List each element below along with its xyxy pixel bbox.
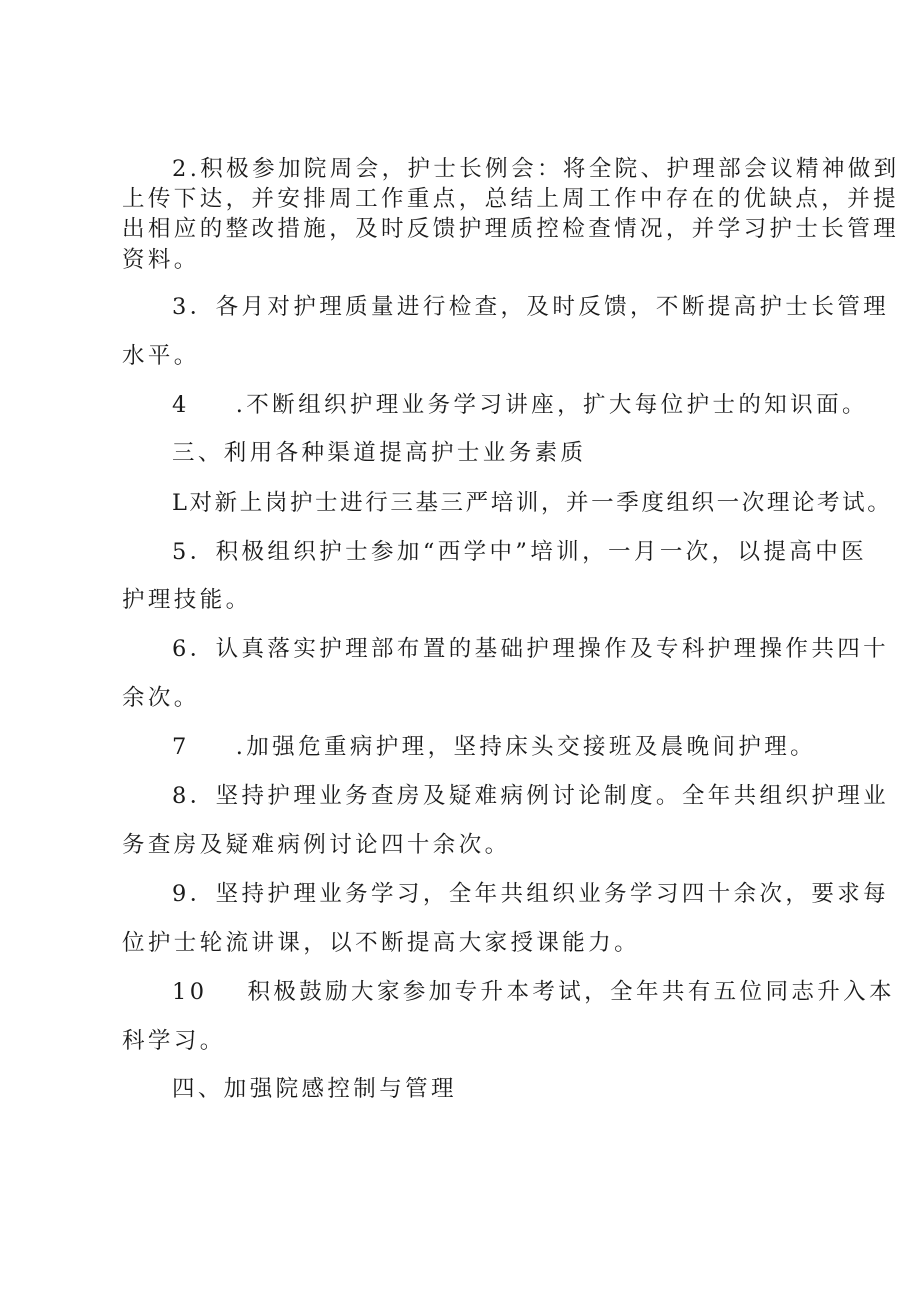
para-3-line-1: 3．各月对护理质量进行检查，及时反馈，不断提高护士长管理 <box>172 294 890 320</box>
para-4-text: .不断组织护理业务学习讲座，扩大每位护士的知识面。 <box>235 392 868 418</box>
para-10-number: 10 <box>172 979 208 1005</box>
para-2-line-1: 2.积极参加院周会，护士长例会：将全院、护理部会议精神做到 <box>172 156 900 182</box>
para-10-line-1 <box>172 977 895 1007</box>
para-7 <box>172 732 816 762</box>
para-6-line-2: 余次。 <box>122 685 200 711</box>
para-10-line-2: 科学习。 <box>122 1028 226 1054</box>
para-9-line-2: 位护士轮流讲课，以不断提高大家授课能力。 <box>122 930 641 956</box>
para-7-text: .加强危重病护理，坚持床头交接班及晨晚间护理。 <box>235 734 817 760</box>
para-4 <box>172 390 868 420</box>
para-5-line-1: 5．积极组织护士参加“西学中”培训，一月一次，以提高中医 <box>172 539 868 565</box>
section-heading-3: 三、利用各种渠道提高护士业务素质 <box>172 440 587 466</box>
para-8-line-1: 8．坚持护理业务查房及疑难病例讨论制度。全年共组织护理业 <box>172 783 890 809</box>
para-L: L对新上岗护士进行三基三严培训，并一季度组织一次理论考试。 <box>172 490 893 516</box>
para-9-line-1: 9．坚持护理业务学习，全年共组织业务学习四十余次，要求每 <box>172 881 890 907</box>
para-3-line-2: 水平。 <box>122 343 200 369</box>
para-7-number: 7 <box>172 734 190 760</box>
para-2-line-4: 资料。 <box>122 247 200 273</box>
para-6-line-1: 6．认真落实护理部布置的基础护理操作及专科护理操作共四十 <box>172 636 890 662</box>
para-2-line-2: 上传下达，并安排周工作重点，总结上周工作中存在的优缺点，并提 <box>122 186 900 212</box>
section-heading-4: 四、加强院感控制与管理 <box>172 1076 457 1102</box>
para-8-line-2: 务查房及疑难病例讨论四十余次。 <box>122 832 511 858</box>
para-10-text: 积极鼓励大家参加专升本考试，全年共有五位同志升入本 <box>247 979 895 1005</box>
para-5-line-2: 护理技能。 <box>122 587 252 613</box>
para-4-number: 4 <box>172 392 190 418</box>
para-2-line-3: 出相应的整改措施，及时反馈护理质控检查情况，并学习护士长管理 <box>122 216 900 242</box>
